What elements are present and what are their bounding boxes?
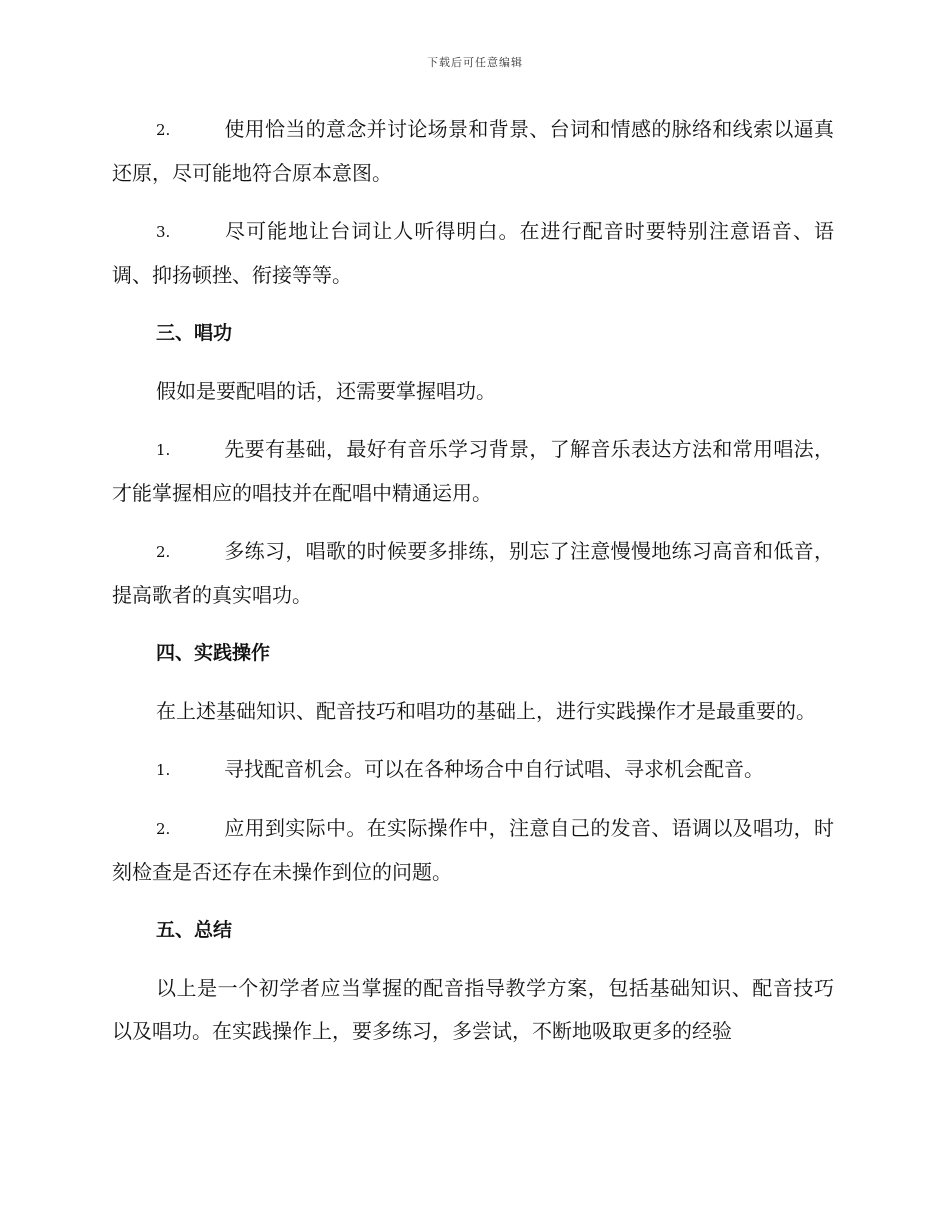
list-item-number: 1. [156,761,171,779]
list-item [112,210,834,297]
list-item-number: 2. [156,121,171,139]
paragraph: 以上是一个初学者应当掌握的配音指导教学方案，包括基础知识、配音技巧以及唱功。在实践操作上，要多练习，多尝试，不断地吸取更多的经验 [112,976,834,1043]
list-item-text: 应用到实际中。在实际操作中，注意自己的发音、语调以及唱功，时刻检查是否还存在未操作到位的问题。 [112,816,834,884]
list-item [112,530,834,617]
list-item-text: 使用恰当的意念并讨论场景和背景、台词和情感的脉络和线索以逼真还原，尽可能地符合原本意图。 [112,117,834,185]
list-item-number: 2. [156,543,171,561]
paragraph: 在上述基础知识、配音技巧和唱功的基础上，进行实践操作才是最重要的。 [156,699,816,723]
list-item-text: 多练习，唱歌的时候要多排练，别忘了注意慢慢地练习高音和低音，提高歌者的真实唱功。 [112,539,834,607]
list-item [112,108,834,195]
list-item-number: 3. [156,223,171,241]
list-item [112,748,834,792]
document-body [112,108,834,1068]
section-heading-summary: 五、总结 [156,919,233,941]
list-item-text: 尽可能地让台词让人听得明白。在进行配音时要特别注意语音、语调、抑扬顿挫、衔接等等。 [112,219,834,287]
list-item-number: 1. [156,441,171,459]
page-header: 下载后可任意编辑 [427,56,523,69]
list-item-text: 寻找配音机会。可以在各种场合中自行试唱、寻求机会配音。 [224,757,764,781]
section-heading-practice: 四、实践操作 [156,642,271,664]
list-item [112,428,834,515]
list-item [112,807,834,894]
section-heading-singing: 三、唱功 [156,322,233,344]
list-item-number: 2. [156,820,171,838]
list-item-text: 先要有基础，最好有音乐学习背景，了解音乐表达方法和常用唱法，才能掌握相应的唱技并在配唱中精通运用。 [112,437,834,505]
paragraph: 假如是要配唱的话，还需要掌握唱功。 [156,379,496,403]
